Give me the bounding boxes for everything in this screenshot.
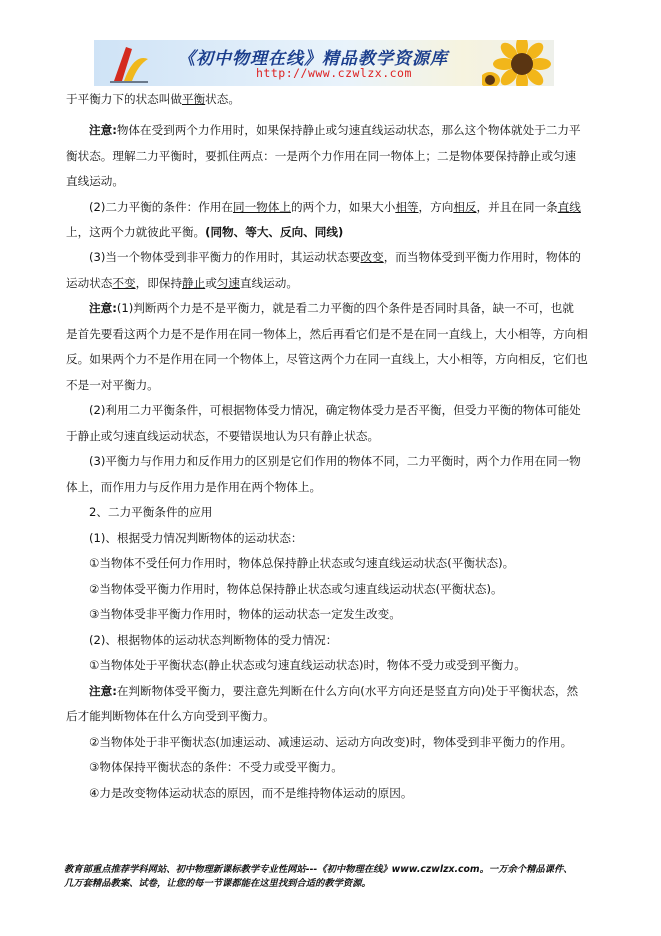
paragraph-line: (3)平衡力与作用力和反作用力的区别是它们作用的物体不同，二力平衡时，两个力作用在同一物 [89, 454, 581, 468]
underlined-term: 匀速 [216, 276, 240, 290]
list-item: ③物体保持平衡状态的条件：不受力或受平衡力。 [89, 760, 343, 774]
paragraph-line: 体上，而作用力与反作用力是作用在两个物体上。 [66, 480, 322, 494]
paragraph-line [66, 91, 240, 107]
page-footer [64, 863, 624, 891]
text: ，即保持 [135, 276, 182, 290]
underlined-term: 相等 [395, 200, 419, 214]
text: 物体在受到两个力作用时，如果保持静止或匀速直线运动状态，那么这个物体就处于二力平 [116, 123, 581, 137]
section-heading: 2、二力平衡条件的应用 [89, 505, 213, 519]
footer-line: 几万套精品教案、试卷，让您的每一节课都能在这里找到合适的教学资源。 [64, 878, 371, 889]
footer-line: 教育部重点推荐学科网站、初中物理新课标教学专业性网站---《初中物理在线》www.czwlzx.com。一万余个精品课件、 [64, 864, 573, 875]
underlined-term: 相反 [453, 200, 477, 214]
site-url[interactable]: http://www.czwlzx.com [256, 66, 412, 80]
paragraph-line [66, 224, 343, 240]
text: 运动状态 [66, 276, 113, 290]
underlined-term: 不变 [112, 276, 136, 290]
paragraph-line: 反。如果两个力不是作用在同一个物体上，尽管这两个力在同一直线上，大小相等，方向相反，它们也 [66, 352, 588, 366]
list-item: ①当物体处于平衡状态(静止状态或匀速直线运动状态)时，物体不受力或受到平衡力。 [89, 658, 526, 672]
text: (2)二力平衡的条件：作用在 [89, 200, 233, 214]
site-title: 《初中物理在线》精品教学资源库 [178, 49, 448, 69]
underlined-term: 直线 [557, 200, 581, 214]
paragraph-line: (2)利用二力平衡条件，可根据物体受力情况，确定物体受力是否平衡，但受力平衡的物体可能处 [89, 403, 581, 417]
text: ，并且在同一条 [476, 200, 558, 214]
text: 的两个力，如果大小 [290, 200, 396, 214]
text: 于平衡力下的状态叫做 [66, 92, 182, 106]
logo-icon [108, 43, 150, 83]
paragraph-line: 于静止或匀速直线运动状态，不要错误地认为只有静止状态。 [66, 429, 380, 443]
list-item: ④力是改变物体运动状态的原因，而不是维持物体运动的原因。 [89, 786, 413, 800]
list-item: ②当物体受平衡力作用时，物体总保持静止状态或匀速直线运动状态(平衡状态)。 [89, 582, 503, 596]
paragraph-line: 衡状态。理解二力平衡时，要抓住两点：一是两个力作用在同一物体上；二是物体要保持静止或匀速 [66, 149, 577, 163]
sunflower-icon [482, 40, 554, 86]
underlined-term: 静止 [181, 276, 206, 290]
text: 或 [205, 276, 217, 290]
paragraph-line: 是首先要看这两个力是不是作用在同一物体上，然后再看它们是不是在同一直线上，大小相等，方向相 [66, 327, 588, 341]
text: 上，这两个力就彼此平衡。 [66, 225, 206, 239]
text: 在判断物体受平衡力，要注意先判断在什么方向(水平方向还是竖直方向)处于平衡状态，然 [116, 684, 579, 698]
text: 状态。 [205, 92, 240, 106]
text: ，而当物体受到平衡力作用时，物体的 [383, 250, 581, 264]
list-item: ③当物体受非平衡力作用时，物体的运动状态一定发生改变。 [89, 607, 401, 621]
paragraph-line [89, 683, 578, 699]
note-label: 注意: [89, 123, 117, 137]
note-label: 注意: [89, 684, 117, 698]
text: (1)判断两个力是不是平衡力，就是看二力平衡的四个条件是否同时具备，缺一不可，也就 [116, 301, 574, 315]
text: 直线运动。 [240, 276, 298, 290]
underlined-term: 改变 [360, 250, 384, 264]
subsection-heading: (1)、根据受力情况判断物体的运动状态： [89, 531, 303, 545]
paragraph-line: 不是一对平衡力。 [66, 378, 159, 392]
subsection-heading: (2)、根据物体的运动状态判断物体的受力情况： [89, 633, 338, 647]
underlined-term: 平衡 [181, 92, 206, 106]
list-item: ①当物体不受任何力作用时，物体总保持静止状态或匀速直线运动状态(平衡状态)。 [89, 556, 515, 570]
text: ，方向 [418, 200, 454, 214]
paragraph-line [66, 275, 298, 291]
paragraph-line [89, 300, 574, 316]
header-banner [94, 40, 554, 86]
paragraph-line [89, 249, 581, 265]
paragraph-line [89, 199, 581, 215]
underlined-term: 同一物体上 [232, 200, 291, 214]
paragraph-line [89, 122, 581, 138]
note-label: 注意: [89, 301, 117, 315]
paragraph-line: 后才能判断物体在什么方向受到平衡力。 [66, 709, 275, 723]
paragraph-line: 直线运动。 [66, 174, 124, 188]
list-item: ②当物体处于非平衡状态(加速运动、减速运动、运动方向改变)时，物体受到非平衡力的作用。 [89, 735, 573, 749]
text: (3)当一个物体受到非平衡力的作用时，其运动状态要 [89, 250, 361, 264]
mnemonic: (同物、等大、反向、同线) [205, 225, 344, 239]
